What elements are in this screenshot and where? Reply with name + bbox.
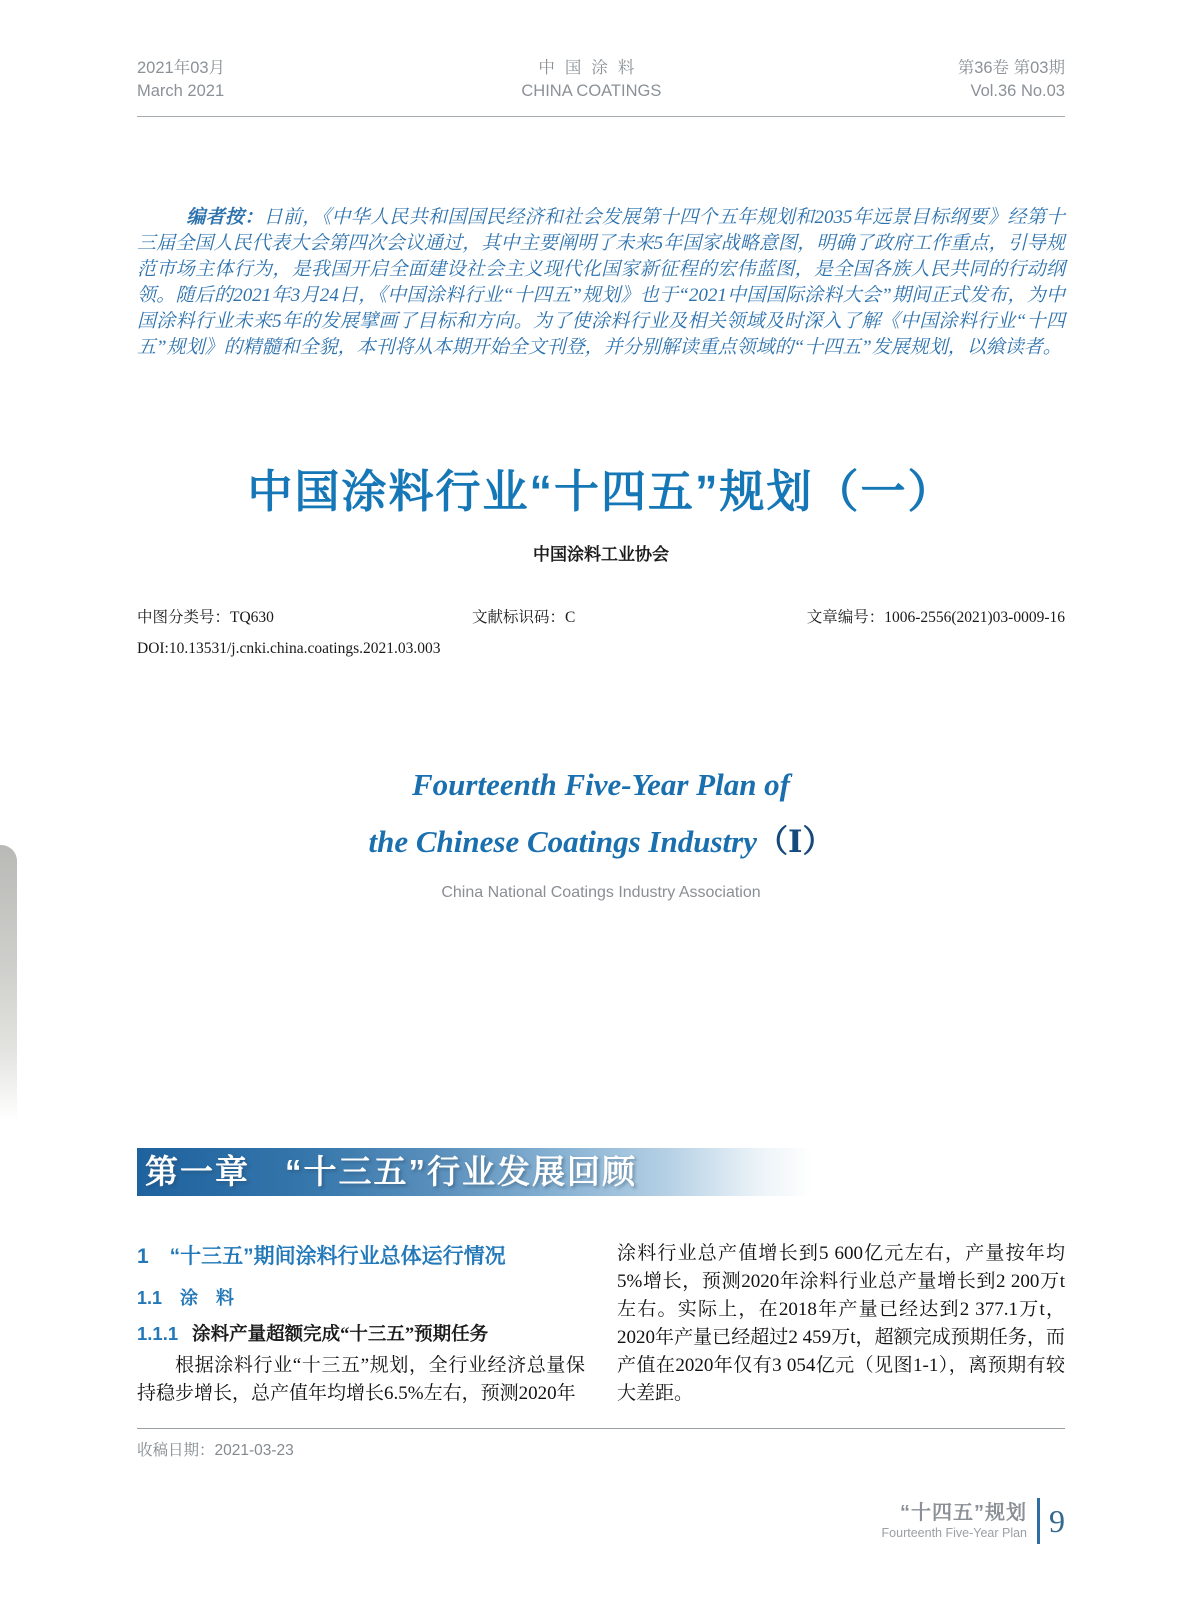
article-title-en-suffix: （Ⅰ） bbox=[756, 824, 834, 859]
column-left bbox=[137, 1240, 585, 1418]
editor-note-text: 日前，《中华人民共和国国民经济和社会发展第十四个五年规划和2035年远景目标纲要》经第十三届全国人民代表大会第四次会议通过，其中主要阐明了未来5年国家战略意图，明确了政府工作重点，引导规范市场主体行为，是我国开启全面建设社会主义现代化国家新征程的宏伟蓝图，是全国各族人民共同的行动纲领。随后的2021年3月24日，《中国涂料行业“十四五”规划》也于“2021中国国际涂料大会”期间正式发布，为中国涂料行业未来5年的发展擘画了目标和方向。为了使涂料行业及相关领域及时深入了解《中国涂料行业“十四五”规划》的精髓和全貌，本刊将从本期开始全文刊登，并分别解读重点领域的“十四五”发展规划，以飨读者。 bbox=[137, 207, 1065, 358]
section-heading-1-1: 1.1 涂 料 bbox=[137, 1288, 235, 1308]
received-date: 收稿日期：2021-03-23 bbox=[137, 1442, 294, 1459]
article-meta bbox=[137, 605, 1065, 627]
section-heading-1: 1 “十三五”期间涂料行业总体运行情况 bbox=[137, 1245, 506, 1268]
footer-labels bbox=[882, 1501, 1027, 1541]
meta-clc: 中图分类号：TQ630 bbox=[137, 609, 274, 626]
article-title-en-line2: the Chinese Coatings Industry（Ⅰ） bbox=[368, 824, 834, 859]
article-author-en: China National Coatings Industry Association bbox=[441, 884, 761, 901]
page-number: 9 bbox=[1049, 1502, 1065, 1539]
article-author-cn: 中国涂料工业协会 bbox=[533, 545, 669, 564]
section-heading-text: 涂料产量超额完成“十三五”预期任务 bbox=[192, 1325, 489, 1345]
article-title-en-line1: Fourteenth Five-Year Plan of bbox=[411, 767, 791, 802]
page-header bbox=[137, 0, 1065, 117]
content-columns bbox=[137, 1240, 1065, 1418]
header-journal-en: CHINA COATINGS bbox=[521, 82, 662, 100]
page-edge-shadow bbox=[0, 845, 17, 1120]
editor-note-label: 编者按： bbox=[186, 207, 264, 228]
body-paragraph-left: 根据涂料行业“十三五”规划，全行业经济总量保持稳步增长，总产值年均增长6.5%左右，预测2020年 bbox=[137, 1355, 585, 1404]
header-date-en: March 2021 bbox=[137, 82, 225, 100]
header-issue-cn: 第36卷 第03期 bbox=[957, 59, 1065, 77]
footer-plan-en: Fourteenth Five-Year Plan bbox=[881, 1526, 1027, 1540]
meta-doc-code: 文献标识码：C bbox=[472, 609, 576, 626]
section-heading-1-1-1 bbox=[137, 1320, 585, 1346]
header-date bbox=[137, 57, 225, 103]
chapter-banner: 第一章 “十三五”行业发展回顾 bbox=[137, 1148, 813, 1196]
article-title-en bbox=[137, 756, 1065, 870]
article-title-cn: 中国涂料行业“十四五”规划（一） bbox=[247, 466, 955, 517]
meta-doi: DOI:10.13531/j.cnki.china.coatings.2021.03.003 bbox=[137, 640, 441, 657]
footer-plan-cn: “十四五”规划 bbox=[900, 1502, 1027, 1524]
header-journal bbox=[521, 57, 661, 103]
footnote-rule bbox=[137, 1428, 1065, 1429]
header-date-cn: 2021年03月 bbox=[137, 59, 226, 77]
header-issue-en: Vol.36 No.03 bbox=[970, 82, 1065, 100]
meta-article-id: 文章编号：1006-2556(2021)03-0009-16 bbox=[806, 609, 1065, 626]
footer-divider bbox=[1037, 1498, 1040, 1544]
column-right bbox=[617, 1240, 1065, 1418]
header-journal-cn: 中国涂料 bbox=[538, 59, 645, 77]
page-footer bbox=[882, 1498, 1065, 1544]
header-issue bbox=[958, 57, 1065, 103]
body-paragraph-right: 涂料行业总产值增长到5 600亿元左右，产量按年均5%增长，预测2020年涂料行业总产量增长到2 200万t左右。实际上，在2018年产量已经达到2 377.1万t，2020年产量已经超过2 459万t，超额完成预期任务，而产值在2020年仅有3 054亿元（见图1-1），离预期有较大差距。 bbox=[617, 1243, 1065, 1404]
editor-note bbox=[137, 205, 1065, 361]
editor-note-paragraph bbox=[137, 205, 1065, 361]
section-heading-number: 1.1.1 bbox=[137, 1323, 179, 1344]
